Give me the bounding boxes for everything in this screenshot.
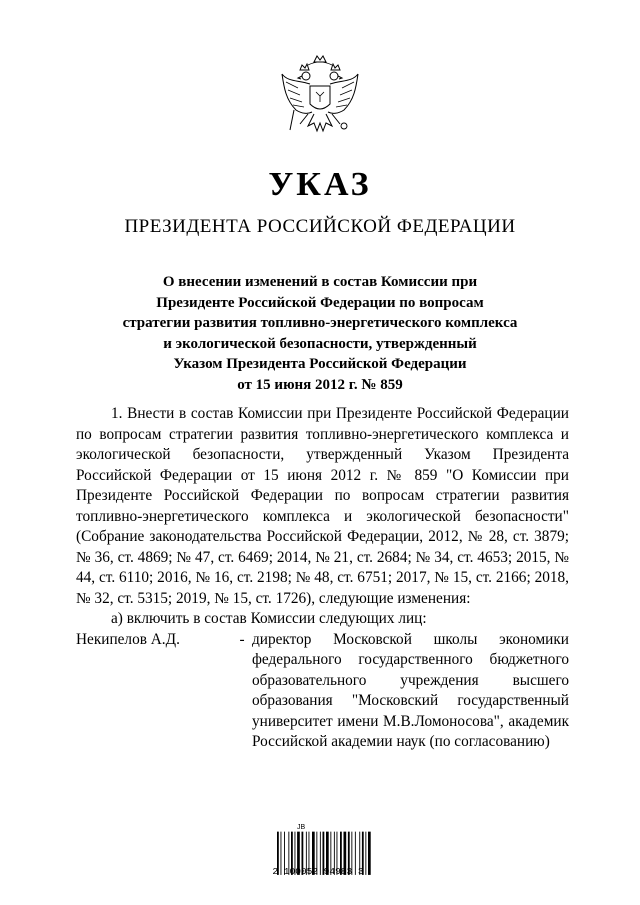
decree-title-line: Президенте Российской Федерации по вопросам xyxy=(156,294,484,311)
paragraph-subitem-a: а) включить в состав Комиссии следующих лиц: xyxy=(111,610,427,627)
commission-member-entry xyxy=(76,630,569,753)
paragraph-item-1: 1. Внести в состав Комиссии при Президенте Российской Федерации по вопросам стратегии развития топливно-энергетического комплекса и экологической безопасности, утвержденный Указом Президента Российской Федерации от 15 июня 2012 г. № 859 "О Комиссии при Президенте Российской Федерации по вопросам стратегии развития топливно-энергетического комплекса и экологической безопасности" (Собрание законодательства Российской Федерации, 2012, № 28, ст. 3879; № 36, ст. 4869; № 47, ст. 6469; 2014, № 21, ст. 2684; № 34, ст. 4653; 2015, № 44, ст. 6110; 2016, № 16, ст. 2198; № 48, ст. 6751; 2017, № 15, ст. 2166; 2018, № 32, ст. 5315; 2019, № 15, ст. 1726), следующие изменения: xyxy=(76,405,569,607)
decree-title-line: и экологической безопасности, утвержденный xyxy=(163,335,477,352)
decree-title-line: стратегии развития топливно-энергетического комплекса xyxy=(122,315,518,331)
member-description: директор Московской школы экономики федерального государственного бюджетного образовательного учреждения высшего образования "Московский государственный университет имени М.В.Ломоносова", академик Российской академии наук (по согласованию) xyxy=(252,630,569,750)
decree-title-line: от 15 июня 2012 г. № 859 xyxy=(237,376,403,393)
member-dash: - xyxy=(239,630,245,648)
decree-body xyxy=(76,404,569,753)
decree-title xyxy=(100,272,540,395)
issuer-heading: ПРЕЗИДЕНТА РОССИЙСКОЙ ФЕДЕРАЦИИ xyxy=(124,216,516,237)
decree-title-line: Указом Президента Российской Федерации xyxy=(173,356,467,372)
stamp-mark: JB xyxy=(297,824,306,831)
document-type-heading: УКАЗ xyxy=(268,166,372,203)
member-name: Некипелов А.Д. xyxy=(76,630,180,648)
decree-title-line: О внесении изменений в состав Комиссии при xyxy=(162,274,478,290)
barcode-number: 2 100052 94983 3 xyxy=(272,866,364,877)
russian-double-headed-eagle-icon xyxy=(274,52,366,144)
